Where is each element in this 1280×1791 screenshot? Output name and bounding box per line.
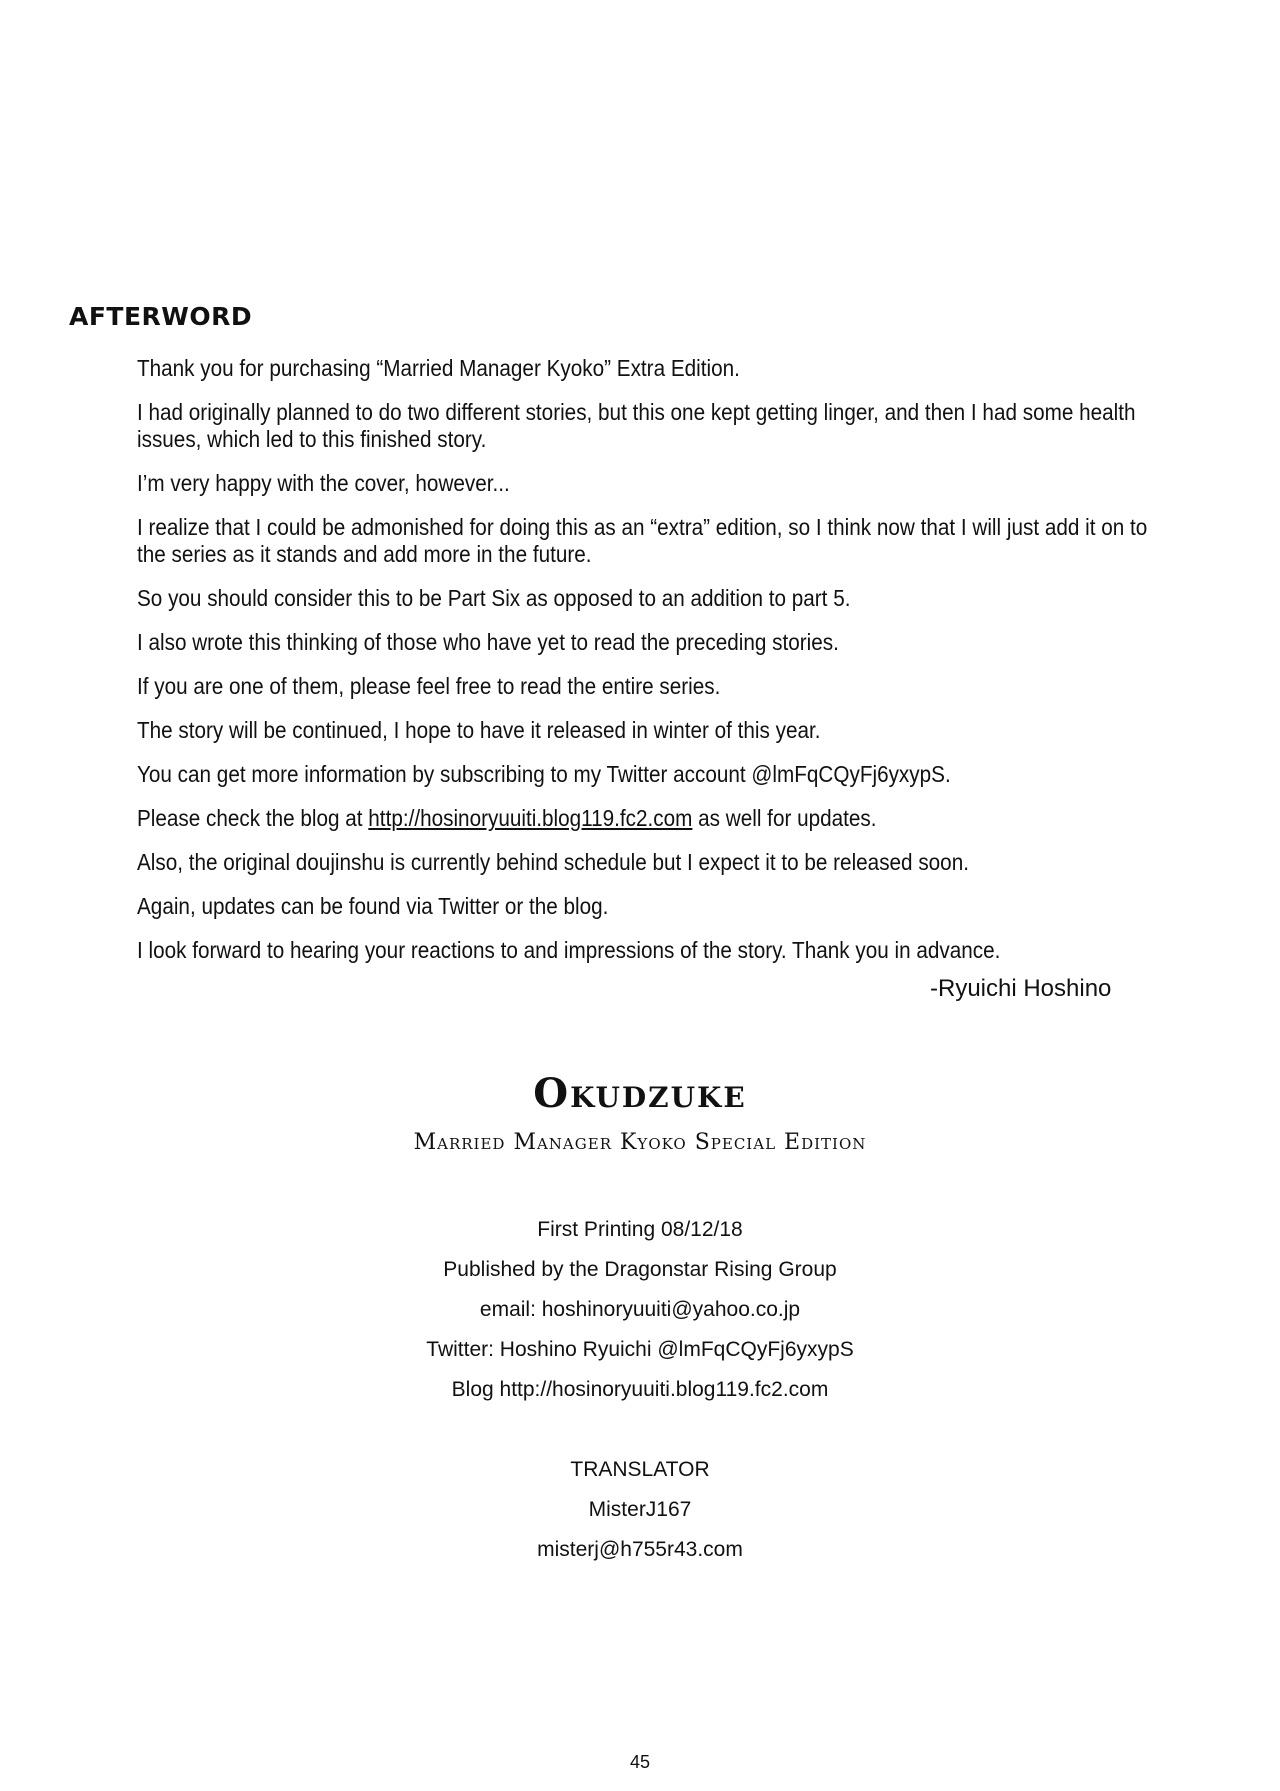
afterword-heading: AFTERWORD xyxy=(69,302,253,331)
translator-label: TRANSLATOR xyxy=(570,1458,710,1481)
blog-text-after: as well for updates. xyxy=(692,805,877,831)
afterword-paragraph: I also wrote this thinking of those who have yet to read the preceding stories. xyxy=(137,629,839,655)
okudzuke-subtitle: Married Manager Kyoko Special Edition xyxy=(413,1130,867,1155)
publisher-line: Published by the Dragonstar Rising Group xyxy=(443,1258,837,1281)
afterword-paragraph: Thank you for purchasing “Married Manager Kyoko” Extra Edition. xyxy=(137,355,740,381)
afterword-paragraph: Also, the original doujinshu is currently behind schedule but I expect it to be released soon. xyxy=(137,849,969,875)
publication-credits xyxy=(0,1210,1280,1410)
afterword-paragraph: Again, updates can be found via Twitter or the blog. xyxy=(137,893,609,919)
first-printing-line: First Printing 08/12/18 xyxy=(537,1218,743,1241)
translator-credits xyxy=(0,1450,1280,1570)
afterword-paragraph: If you are one of them, please feel free to read the entire series. xyxy=(137,673,721,699)
blog-text-before: Please check the blog at xyxy=(137,805,369,831)
okudzuke-title: Okudzuke xyxy=(533,1070,747,1117)
blog-line: Blog http://hosinoryuuiti.blog119.fc2.com xyxy=(451,1378,829,1401)
email-line: email: hoshinoryuuiti@yahoo.co.jp xyxy=(479,1298,801,1321)
afterword-paragraph: The story will be continued, I hope to have it released in winter of this year. xyxy=(137,717,821,743)
blog-link[interactable]: http://hosinoryuuiti.blog119.fc2.com xyxy=(368,805,693,831)
afterword-paragraph: You can get more information by subscribing to my Twitter account @lmFqCQyFj6yxypS. xyxy=(137,761,951,787)
author-signature: -Ryuichi Hoshino xyxy=(930,975,1112,1002)
twitter-line: Twitter: Hoshino Ryuichi @lmFqCQyFj6yxypS xyxy=(426,1338,854,1361)
afterword-paragraph: I realize that I could be admonished for doing this as an “extra” edition, so I think now that I will just add it on to the series as it stands and add more in the future. xyxy=(137,514,1148,567)
page-number: 45 xyxy=(629,1752,651,1772)
afterword-paragraph: I look forward to hearing your reactions to and impressions of the story. Thank you in advance. xyxy=(137,937,1001,963)
afterword-paragraph: So you should consider this to be Part Six as opposed to an addition to part 5. xyxy=(137,585,851,611)
translator-email: misterj@h755r43.com xyxy=(537,1538,743,1561)
afterword-body xyxy=(137,355,1157,981)
blog-paragraph xyxy=(137,805,1157,832)
afterword-paragraph: I’m very happy with the cover, however... xyxy=(137,470,510,496)
translator-name: MisterJ167 xyxy=(588,1498,692,1521)
afterword-paragraph: I had originally planned to do two different stories, but this one kept getting linger, and then I had some health issues, which led to this finished story. xyxy=(137,399,1136,452)
